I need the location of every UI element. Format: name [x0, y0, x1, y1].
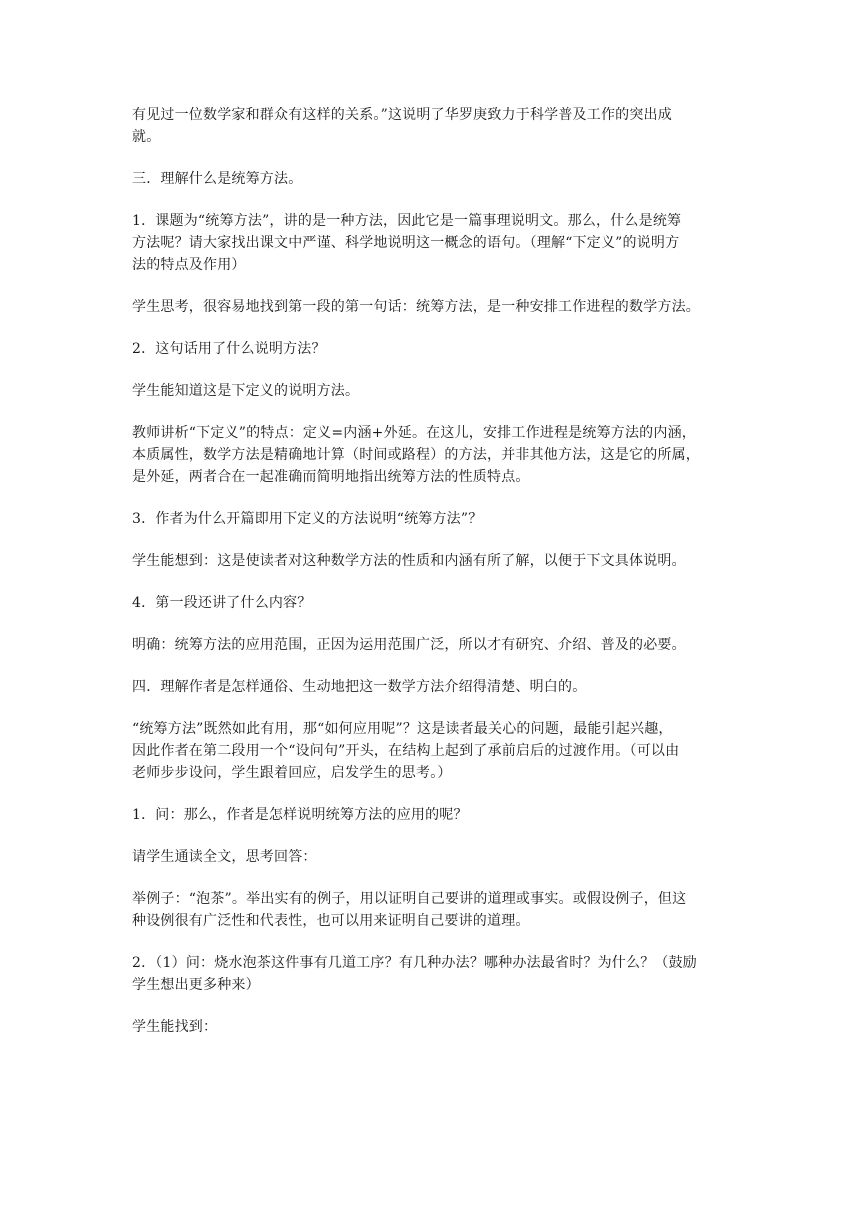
paragraph-1	[132, 104, 732, 148]
section-heading-4	[132, 676, 732, 698]
text-line: “统筹方法”既然如此有用，那“如何应用呢”？这是读者最关心的问题，最能引起兴趣，	[132, 721, 673, 737]
instruction	[132, 846, 732, 868]
text-line: 教师讲析“下定义”的特点：定义=内涵+外延。在这儿，安排工作进程是统筹方法的内涵，	[132, 425, 696, 441]
text-line: 因此作者在第二段用一个“设问句”开头，在结构上起到了承前启后的过渡作用。（可以由	[132, 743, 680, 759]
text-line: 请学生通读全文，思考回答：	[132, 849, 317, 865]
document-body	[132, 104, 732, 1038]
text-line: 2．这句话用了什么说明方法？	[132, 341, 326, 357]
text-line: 三．理解什么是统筹方法。	[132, 171, 303, 187]
text-line: 1．课题为“统筹方法”，讲的是一种方法，因此它是一篇事理说明文。那么，什么是统筹	[132, 213, 682, 229]
question-1	[132, 210, 732, 276]
text-line: 法的特点及作用）	[132, 257, 246, 273]
text-line: 种设例很有广泛性和代表性，也可以用来证明自己要讲的道理。	[132, 913, 530, 929]
text-line: 就。	[132, 129, 161, 145]
text-line: 本质属性，数学方法是精确地计算（时间或路程）的方法，并非其他方法，这是它的所属，	[132, 447, 700, 463]
question-3	[132, 508, 732, 530]
text-line: 4．第一段还讲了什么内容？	[132, 595, 312, 611]
text-line: 学生能知道这是下定义的说明方法。	[132, 383, 360, 399]
answer-2	[132, 380, 732, 402]
text-line: 有见过一位数学家和群众有这样的关系。”这说明了华罗庚致力于科学普及工作的突出成	[132, 107, 672, 123]
text-line: 举例子：“泡茶”。举出实有的例子，用以证明自己要讲的道理或事实。或假设例子，但这	[132, 891, 687, 907]
text-line: 老师步步设问，学生跟着回应，启发学生的思考。）	[132, 765, 452, 781]
text-line: 学生思考，很容易地找到第一段的第一句话：统筹方法，是一种安排工作进程的数学方法。	[132, 299, 700, 315]
student-finding	[132, 1016, 732, 1038]
example-explanation	[132, 888, 732, 932]
question-2	[132, 338, 732, 360]
text-line: 是外延，两者合在一起准确而简明地指出统筹方法的性质特点。	[132, 469, 530, 485]
section-heading-3	[132, 168, 732, 190]
question-4	[132, 592, 732, 614]
answer-3	[132, 550, 732, 572]
answer-4	[132, 634, 732, 656]
text-line: 1．问：那么，作者是怎样说明统筹方法的应用的呢？	[132, 807, 468, 823]
text-line: 四．理解作者是怎样通俗、生动地把这一数学方法介绍得清楚、明白的。	[132, 679, 587, 695]
text-line: 学生能找到：	[132, 1019, 218, 1035]
text-line: 学生想出更多种来）	[132, 977, 260, 993]
answer-1	[132, 296, 732, 318]
section4-question-1	[132, 804, 732, 826]
transition-paragraph	[132, 718, 732, 784]
text-line: 方法呢？请大家找出课文中严谨、科学地说明这一概念的语句。（理解“下定义”的说明方	[132, 235, 680, 251]
text-line: 学生能想到：这是使读者对这种数学方法的性质和内涵有所了解，以便于下文具体说明。	[132, 553, 686, 569]
text-line: 3．作者为什么开篇即用下定义的方法说明“统筹方法”？	[132, 511, 483, 527]
text-line: 明确：统筹方法的应用范围，正因为运用范围广泛，所以才有研究、介绍、普及的必要。	[132, 637, 686, 653]
section4-question-2	[132, 952, 732, 996]
text-line: 2．（1）问：烧水泡茶这件事有几道工序？有几种办法？哪种办法最省时？为什么？（鼓励	[132, 955, 698, 971]
teacher-explanation	[132, 422, 732, 488]
